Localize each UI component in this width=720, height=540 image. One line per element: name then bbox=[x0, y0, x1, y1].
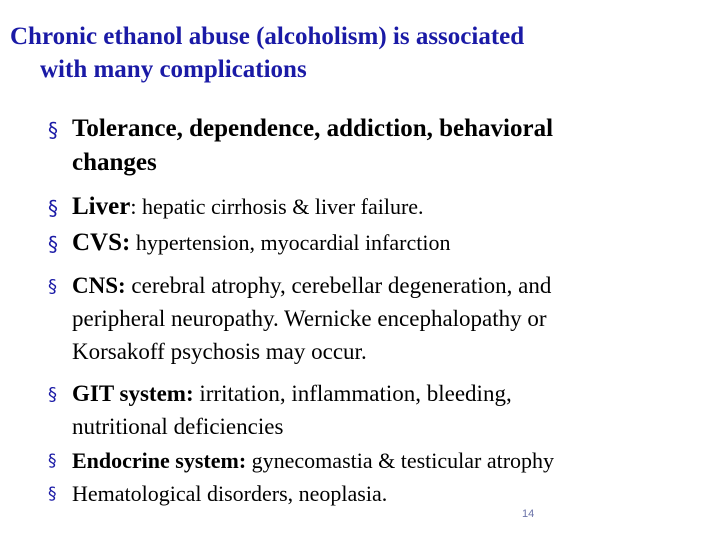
bullet-lead: CVS: bbox=[72, 229, 131, 256]
bullet-text: : hepatic cirrhosis & liver failure. bbox=[130, 194, 424, 219]
bullet-lead: GIT system: bbox=[72, 381, 194, 406]
bullet-text: hypertension, myocardial infarction bbox=[130, 230, 451, 255]
title-line-1: Chronic ethanol abuse (alcoholism) is associated bbox=[10, 23, 525, 50]
bullet-text: cerebral atrophy, cerebellar degeneration, and bbox=[125, 273, 552, 298]
bullet-text-line: Tolerance, dependence, addiction, behavioral bbox=[72, 115, 554, 142]
bullet-text: gynecomastia & testicular atrophy bbox=[246, 448, 555, 473]
bullet-marker: § bbox=[48, 451, 57, 471]
bullet-marker: § bbox=[48, 384, 57, 405]
bullet-marker: § bbox=[48, 196, 58, 220]
bullet-text: irritation, inflammation, bleeding, bbox=[193, 381, 512, 406]
bullet-text-line: changes bbox=[72, 149, 157, 176]
bullet-text: Hematological disorders, neoplasia. bbox=[72, 481, 388, 506]
bullet-lead: Liver bbox=[72, 193, 131, 220]
bullet-lead: Endocrine system: bbox=[72, 448, 247, 473]
page-number: 14 bbox=[522, 508, 535, 520]
bullet-lead: CNS: bbox=[72, 273, 126, 298]
bullet-marker: § bbox=[48, 484, 57, 504]
bullet-text-line: nutritional deficiencies bbox=[72, 414, 284, 439]
slide-title bbox=[10, 20, 710, 86]
bullet-text-line: peripheral neuropathy. Wernicke encephalopathy or bbox=[72, 306, 547, 331]
bullet-marker: § bbox=[48, 232, 58, 256]
bullet-text-line: Korsakoff psychosis may occur. bbox=[72, 339, 367, 364]
bullet-marker: § bbox=[48, 276, 57, 297]
bullet-marker: § bbox=[48, 118, 58, 142]
title-line-2: with many complications bbox=[40, 56, 307, 83]
